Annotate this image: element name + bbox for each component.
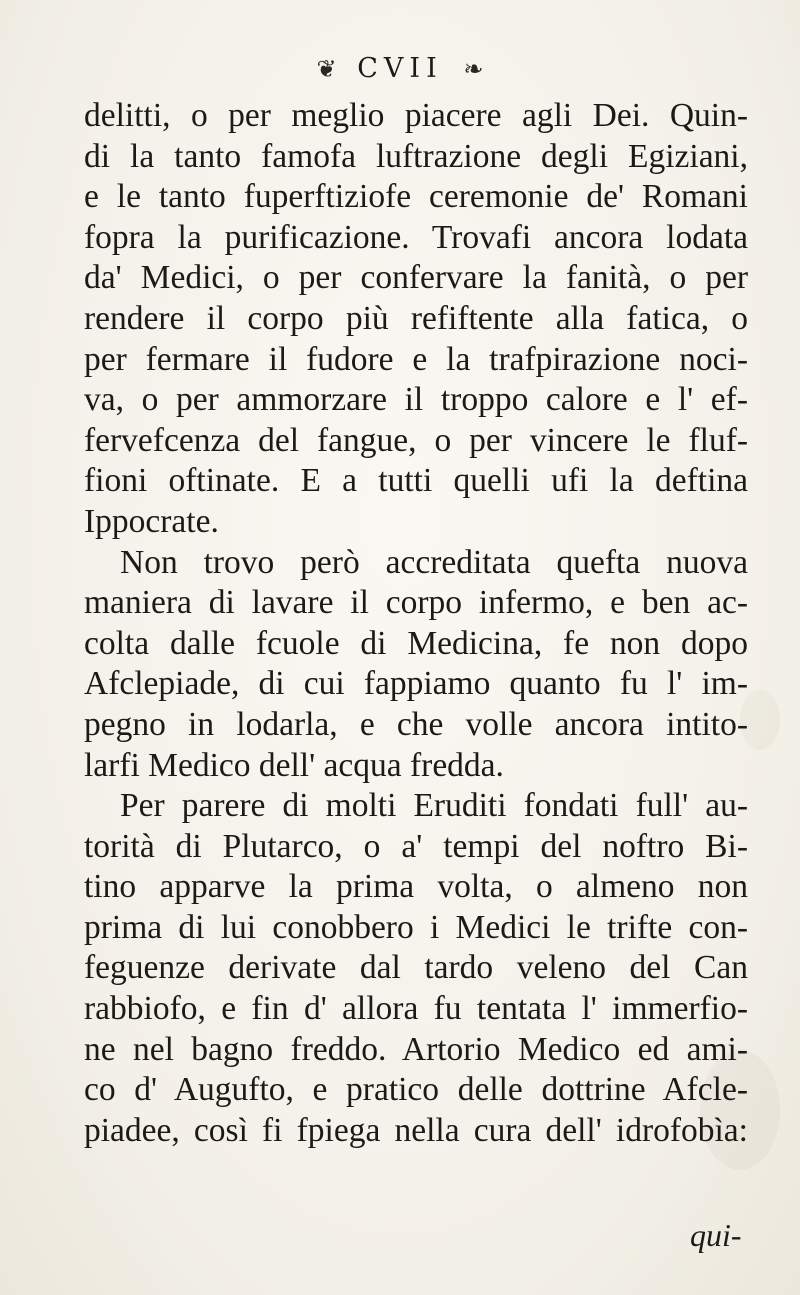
text-line: feguenze derivate dal tardo veleno del Can [84, 949, 748, 987]
text-line: fervefcenza del fangue, o per vincere le fluf- [84, 421, 748, 459]
text-line: Per parere di molti Eruditi fondati full' au- [120, 787, 748, 825]
text-line: rabbiofo, e fin d' allora fu tentata l' immerfio- [84, 990, 748, 1028]
floral-ornament-right-icon: ❧ [463, 54, 484, 83]
text-line: per fermare il fudore e la trafpirazione noci- [84, 340, 748, 378]
text-line: Afclepiade, di cui fappiamo quanto fu l' im- [84, 665, 748, 703]
floral-ornament-left-icon: ❦ [316, 54, 337, 83]
catchword: qui- [690, 1217, 742, 1253]
text-line: pegno in lodarla, e che volle ancora intito- [84, 705, 748, 743]
text-line: Ippocrate. [84, 502, 219, 540]
text-line: torità di Plutarco, o a' tempi del noftro Bi- [84, 827, 748, 865]
running-header [0, 52, 800, 85]
text-line: va, o per ammorzare il troppo calore e l' ef- [84, 381, 748, 419]
body-text [84, 96, 748, 1151]
text-line: e le tanto fuperftiziofe ceremonie de' Romani [84, 178, 748, 216]
text-line: colta dalle fcuole di Medicina, fe non dopo [84, 624, 748, 662]
text-line: larfi Medico dell' acqua fredda. [84, 746, 504, 784]
text-line: fioni oftinate. E a tutti quelli ufi la deftina [84, 462, 748, 500]
text-line: maniera di lavare il corpo infermo, e ben ac- [84, 584, 748, 622]
text-line: Non trovo però accreditata quefta nuova [120, 543, 748, 581]
text-line: di la tanto famofa luftrazione degli Egiziani, [84, 137, 748, 175]
text-line: rendere il corpo più refiftente alla fatica, o [84, 299, 748, 337]
text-line: tino apparve la prima volta, o almeno non [84, 868, 748, 906]
text-line: co d' Augufto, e pratico delle dottrine Afcle- [84, 1071, 748, 1109]
text-line: piadee, così fi fpiega nella cura dell' idrofobìa: [84, 1111, 748, 1149]
page-number: CVII [357, 52, 443, 84]
text-line: delitti, o per meglio piacere agli Dei. Quin- [84, 97, 748, 134]
text-line: prima di lui conobbero i Medici le trifte con- [84, 908, 748, 946]
text-line: ne nel bagno freddo. Artorio Medico ed ami- [84, 1030, 748, 1068]
text-line: fopra la purificazione. Trovafi ancora lodata [84, 218, 748, 256]
text-line: da' Medici, o per confervare la fanità, o per [84, 259, 748, 297]
